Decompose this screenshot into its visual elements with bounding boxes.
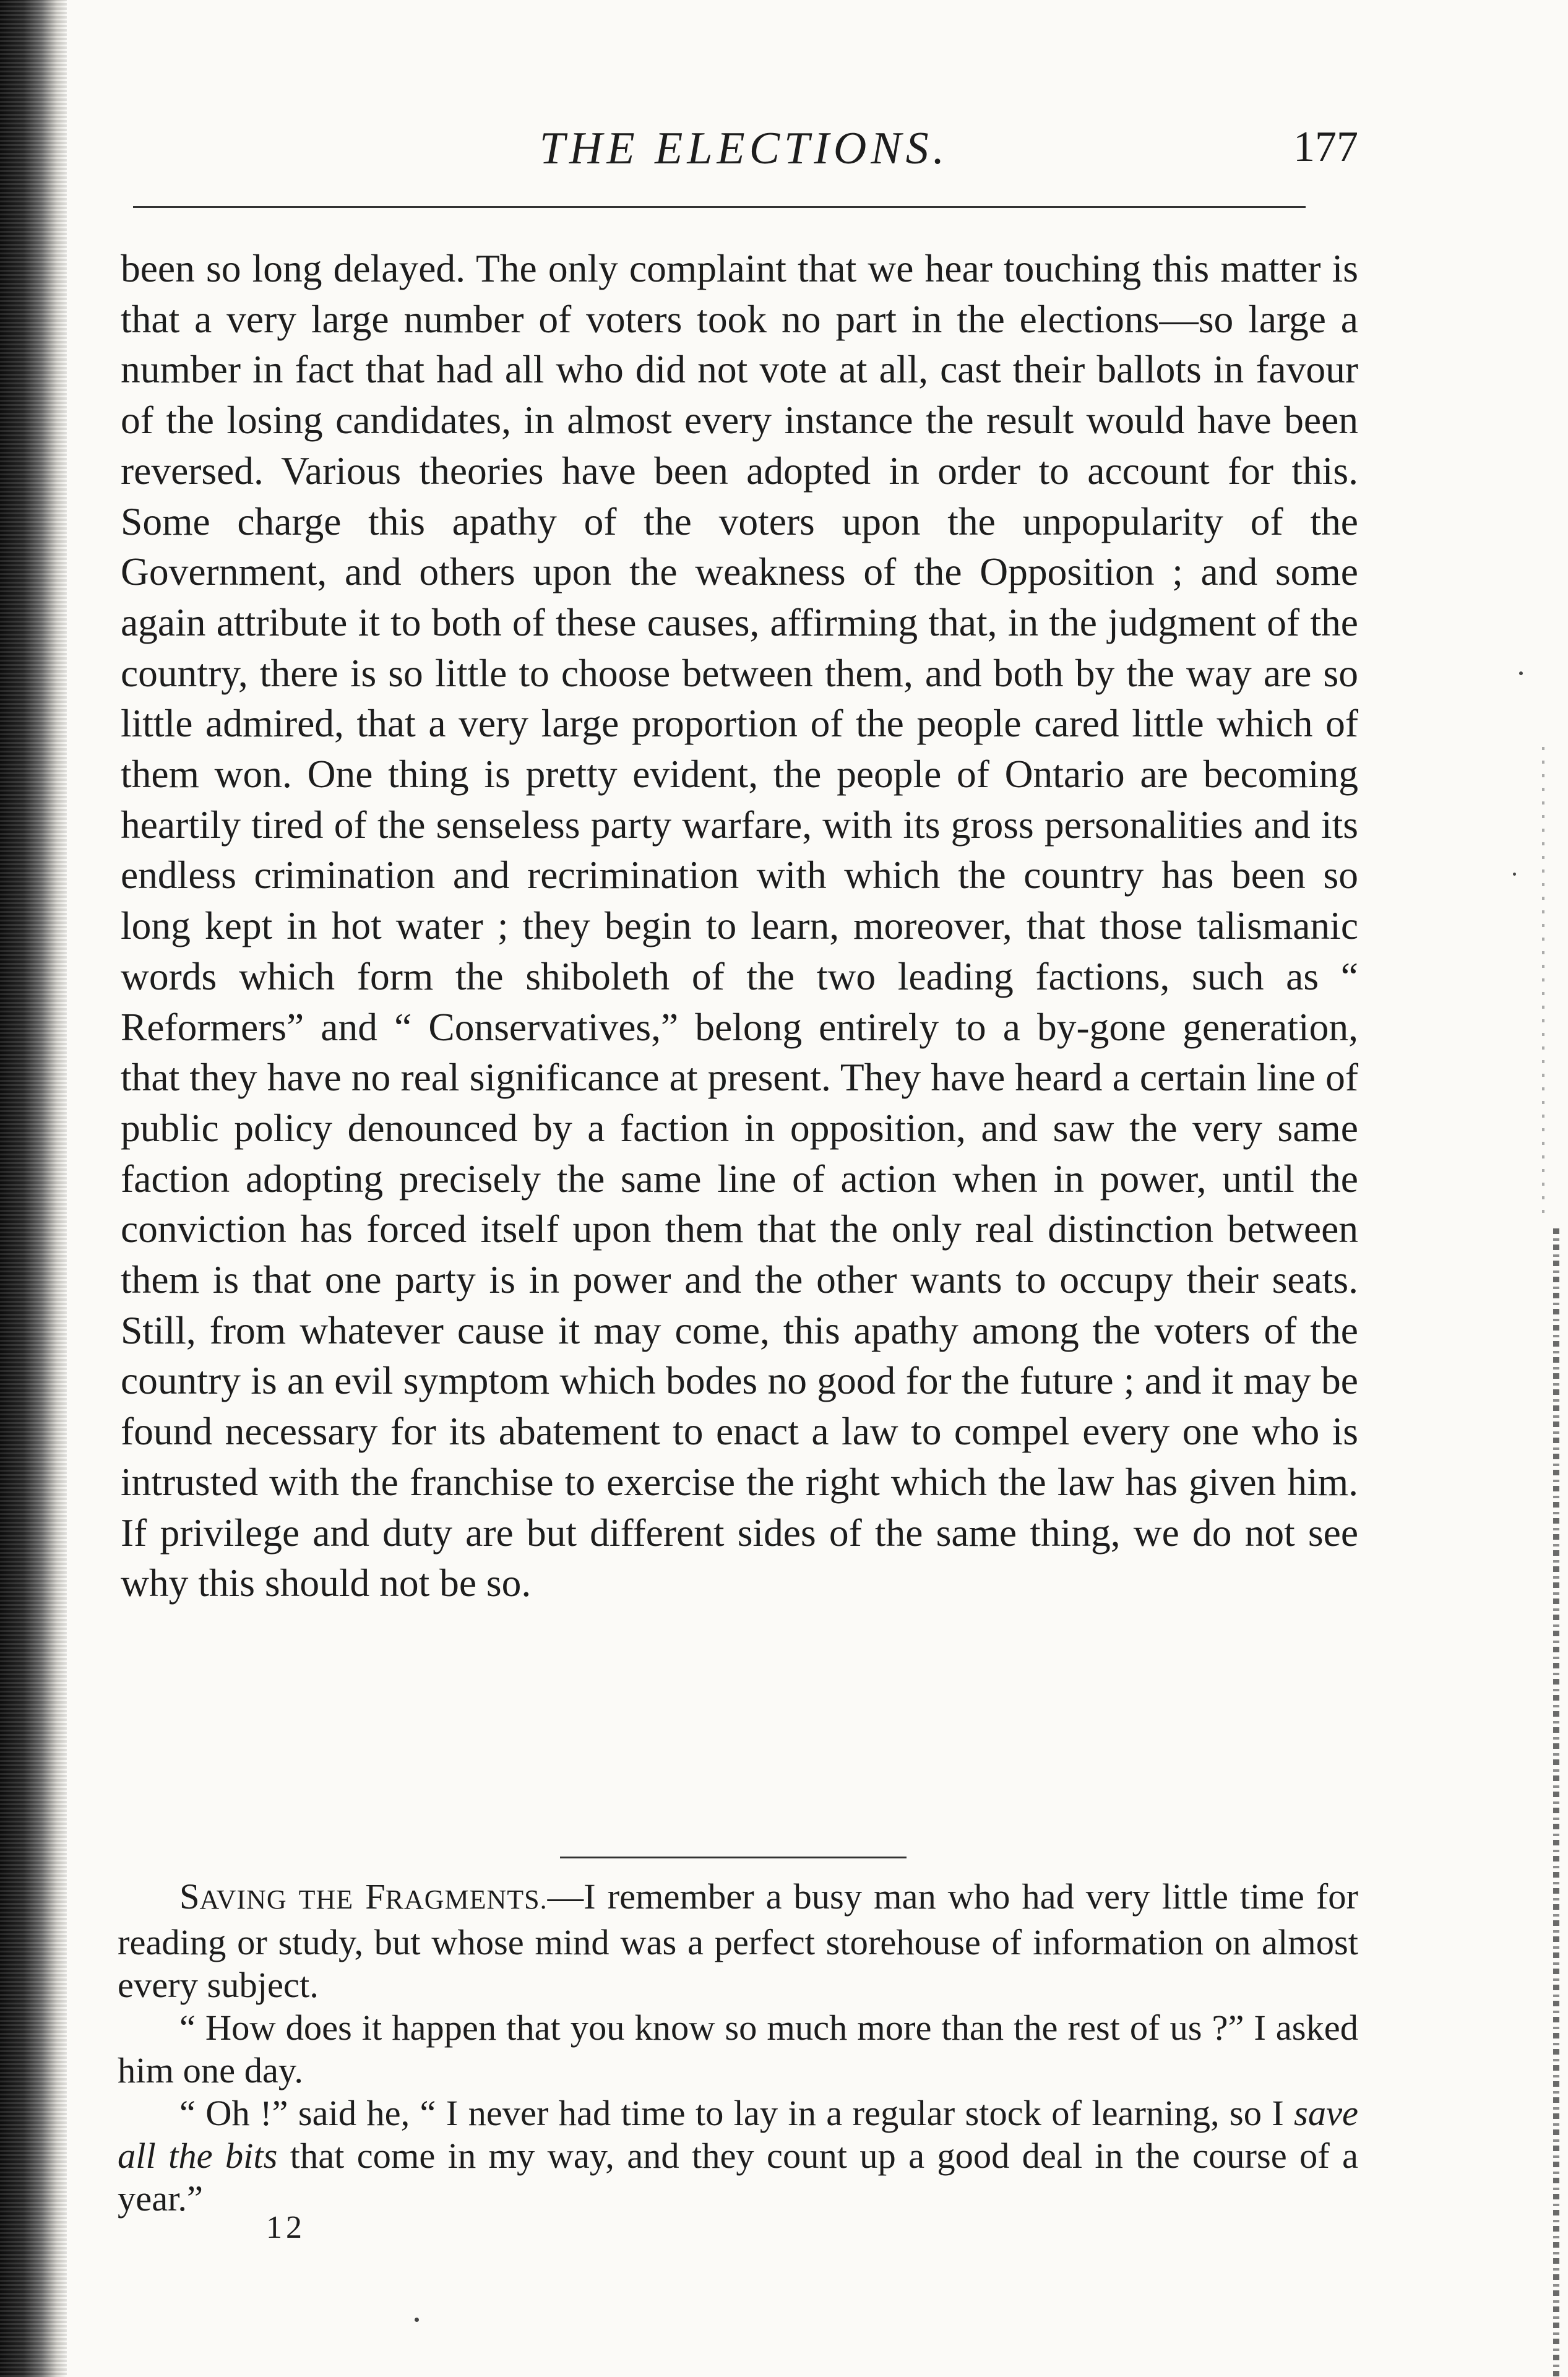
emphasized-phrase: save all the bits — [118, 2093, 1358, 2176]
anecdote-question: “ How does it happen that you know so much more than the rest of us ?” I asked him one day. — [118, 2008, 1358, 2090]
book-binding-shadow — [0, 0, 67, 2377]
ink-speck — [1519, 671, 1523, 675]
page-edge-marks-upper — [1542, 743, 1544, 1213]
page-edge-marks — [1553, 1225, 1559, 2376]
running-head — [130, 111, 1358, 186]
ink-speck — [1513, 873, 1516, 876]
main-text — [121, 243, 1358, 1608]
section-divider — [560, 1857, 907, 1858]
page-number: 177 — [1293, 123, 1358, 171]
anecdote-heading: SAVING THE FRAGMENTS. — [179, 1876, 548, 1917]
anecdote-section — [118, 1875, 1358, 2220]
header-rule — [133, 206, 1306, 208]
anecdote-intro-paragraph — [118, 1875, 1358, 2006]
ink-speck — [415, 2318, 419, 2322]
running-title: THE ELECTIONS. — [539, 123, 949, 174]
signature-mark: 12 — [266, 2210, 306, 2245]
anecdote-reply: “ Oh !” said he, “ I never had time to lay in a regular stock of learning, so I save all the bits that come in my way, and they count up a good deal in the course of a year.” — [118, 2093, 1359, 2219]
body-paragraph: been so long delayed. The only complaint that we hear touching this matter is that a very large number of voters took no part in the elections—so large a number in fact that had all who did not vote at all, cast their ballots in favour of the losing candidates, in almost every instance the result would have been reversed. Various theories have been adopted in order to account for this. Some charge this apathy of the voters upon the unpopularity of the Government, and others upon the weakness of the Opposition ; and some again attribute it to both of these causes, affirming that, in the judgment of the country, there is so little to choose between them, and both by the way are so little admired, that a very large proportion of the people cared little which of them won. One thing is pretty evident, the people of Ontario are becoming heartily tired of the senseless party warfare, with its gross personalities and its endless crimination and recrimination with which the country has been so long kept in hot water ; they begin to learn, moreover, that those talismanic words which form the shiboleth of the two leading factions, such as “ Reformers” and “ Conservatives,” belong entirely to a by-gone generation, that they have no real significance at present. They have heard a certain line of public policy denounced by a faction in opposition, and saw the very same faction adopting precisely the same line of action when in power, until the conviction has forced itself upon them that the only real distinction between them is that one party is in power and the other wants to occupy their seats. Still, from whatever cause it may come, this apathy among the voters of the country is an evil symptom which bodes no good for the future ; and it may be found necessary for its abatement to enact a law to compel every one who is intrusted with the franchise to exercise the right which the law has given him. If privilege and duty are but different sides of the same thing, we do not see why this should not be so. — [121, 246, 1358, 1605]
anecdote-intro-text: —I remember a busy man who had very little time for reading or study, but whose mind was a perfect storehouse of information on almost every subject. — [118, 1876, 1359, 2005]
